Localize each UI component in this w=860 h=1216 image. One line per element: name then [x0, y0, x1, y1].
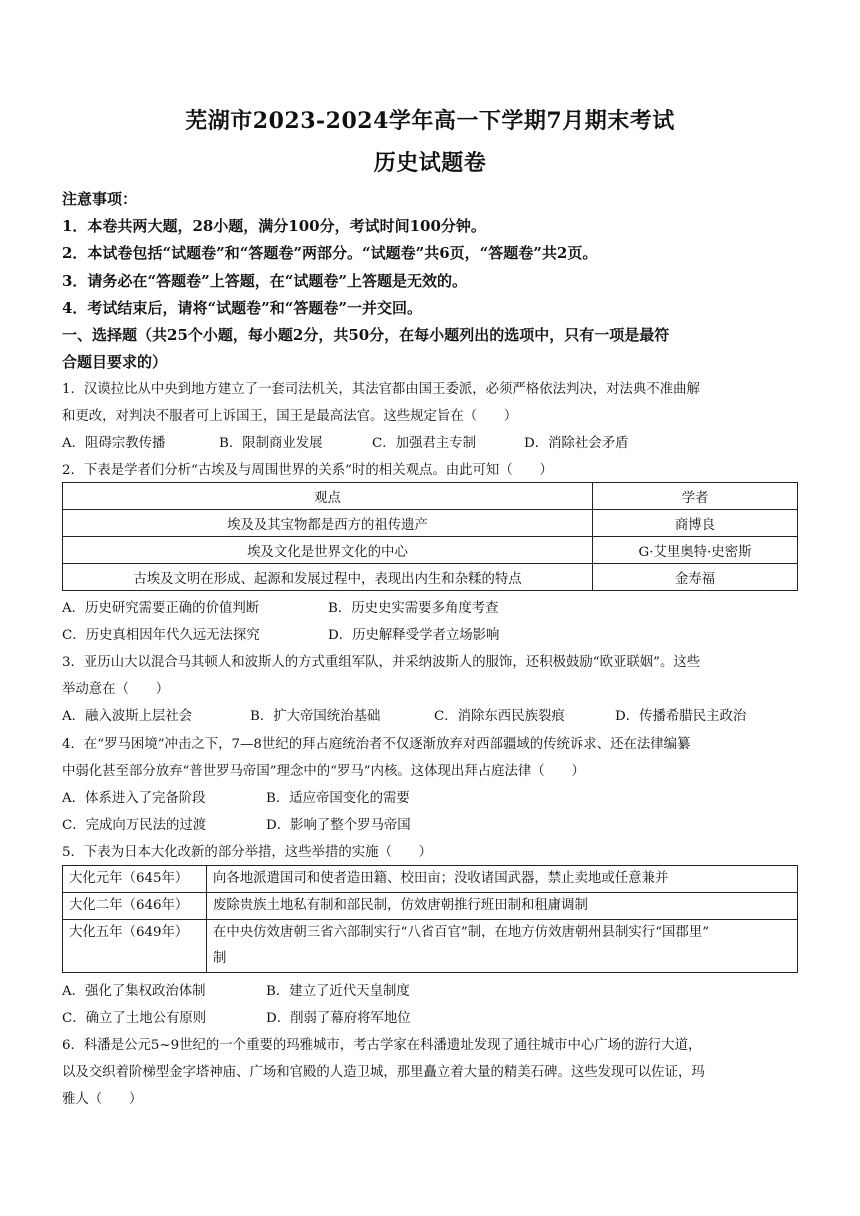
q2-stem: 2．下表是学者们分析“古埃及与周围世界的关系”时的相关观点。由此可知（ ） [62, 463, 553, 478]
notice-item: 3．请务必在“答题卷”上答题，在“试题卷”上答题是无效的。 [62, 272, 467, 290]
table-cell: 大化五年（649年） [63, 920, 207, 973]
notice-item: 4．考试结束后，请将“试题卷”和“答题卷”一并交回。 [62, 299, 422, 317]
q1-option-c: C．加强君主专制 [372, 436, 476, 451]
table-cell: 向各地派遣国司和使者造田籍、校田亩；没收诸国武器，禁止卖地或任意兼并 [207, 866, 798, 893]
q1-stem: 1．汉谟拉比从中央到地方建立了一套司法机关，其法官都由国王委派，必须严格依法判决，对法典不准曲解 [62, 382, 700, 397]
table-cell: 大化二年（646年） [63, 893, 207, 920]
table-cell: G·艾里奥特·史密斯 [593, 537, 798, 564]
q5-option-b: B．建立了近代天皇制度 [266, 984, 410, 999]
table-header-cell: 观点 [63, 483, 593, 510]
table-row [63, 893, 798, 920]
table-cell-line: 制 [213, 951, 227, 966]
table-cell: 商博良 [593, 510, 798, 537]
table-cell [207, 920, 798, 973]
q3-stem: 3．亚历山大以混合马其顿人和波斯人的方式重组军队，并采纳波斯人的服饰，还积极鼓励“欧亚联姻”。这些 [62, 655, 701, 670]
q5-stem: 5．下表为日本大化改新的部分举措，这些举措的实施（ ） [62, 845, 433, 860]
q1-option-b: B．限制商业发展 [219, 436, 323, 451]
q4-option-c: C．完成向万民法的过渡 [62, 818, 207, 833]
q4-option-a: A．体系进入了完备阶段 [62, 791, 206, 806]
q5-option-c: C．确立了土地公有原则 [62, 1011, 207, 1026]
q6-stem: 6．科潘是公元5~9世纪的一个重要的玛雅城市，考古学家在科潘遗址发现了通往城市中心广场的游行大道， [62, 1038, 702, 1053]
q3-stem-cont: 举动意在（ ） [62, 682, 170, 697]
table-row [63, 510, 798, 537]
q2-option-a: A．历史研究需要正确的价值判断 [62, 601, 260, 616]
q2-table [62, 482, 798, 591]
table-cell: 埃及文化是世界文化的中心 [63, 537, 593, 564]
table-row [63, 537, 798, 564]
table-row [63, 866, 798, 893]
q1-option-a: A．阻碍宗教传播 [62, 436, 166, 451]
q4-stem: 4．在“罗马困境”冲击之下，7—8世纪的拜占庭统治者不仅逐渐放弃对西部疆域的传统诉求、还在法律编纂 [62, 737, 691, 752]
q2-option-b: B．历史史实需要多角度考查 [328, 601, 499, 616]
q4-option-d: D．影响了整个罗马帝国 [266, 818, 411, 833]
exam-title: 芜湖市2023-2024学年高一下学期7月期末考试 [185, 108, 675, 134]
q5-option-d: D．削弱了幕府将军地位 [266, 1011, 411, 1026]
q4-option-b: B．适应帝国变化的需要 [266, 791, 410, 806]
section-heading: 一、选择题（共25个小题，每小题2分，共50分，在每小题列出的选项中，只有一项是最符 [62, 326, 670, 344]
q6-stem-cont: 以及交织着阶梯型金字塔神庙、广场和官殿的人造卫城，那里矗立着大量的精美石碑。这些发现可以佐证，玛 [62, 1065, 705, 1080]
notice-heading: 注意事项： [62, 190, 138, 208]
table-header-row [63, 483, 798, 510]
table-row [63, 920, 798, 973]
q5-table [62, 865, 798, 973]
q2-option-c: C．历史真相因年代久远无法探究 [62, 628, 260, 643]
q6-stem-cont: 雅人（ ） [62, 1092, 143, 1107]
table-cell-line: 在中央仿效唐朝三省六部制实行“八省百官”制，在地方仿效唐朝州县制实行“国郡里” [213, 925, 710, 940]
table-cell: 古埃及文明在形成、起源和发展过程中，表现出内生和杂糅的特点 [63, 564, 593, 591]
exam-subtitle: 历史试题卷 [373, 150, 487, 176]
q1-stem-cont: 和更改，对判决不服者可上诉国王，国王是最高法官。这些规定旨在（ ） [62, 409, 518, 424]
q5-option-a: A．强化了集权政治体制 [62, 984, 206, 999]
q3-option-d: D．传播希腊民主政治 [615, 709, 747, 724]
q3-option-b: B．扩大帝国统治基础 [250, 709, 381, 724]
notice-item: 1．本卷共两大题，28小题，满分100分，考试时间100分钟。 [62, 217, 486, 235]
table-cell: 废除贵族土地私有制和部民制，仿效唐朝推行班田制和租庸调制 [207, 893, 798, 920]
table-cell: 埃及及其宝物都是西方的祖传遗产 [63, 510, 593, 537]
q3-option-a: A．融入波斯上层社会 [62, 709, 193, 724]
q4-stem-cont: 中弱化甚至部分放弃“普世罗马帝国”理念中的“罗马”内核。这体现出拜占庭法律（ ） [62, 764, 585, 779]
table-header-cell: 学者 [593, 483, 798, 510]
q2-option-d: D．历史解释受学者立场影响 [328, 628, 500, 643]
section-heading-cont: 合题目要求的） [62, 353, 168, 371]
q1-option-d: D．消除社会矛盾 [524, 436, 629, 451]
table-row [63, 564, 798, 591]
notice-item: 2．本试卷包括“试题卷”和“答题卷”两部分。“试题卷”共6页，“答题卷”共2页。 [62, 244, 598, 262]
table-cell: 金寿福 [593, 564, 798, 591]
q3-option-c: C．消除东西民族裂痕 [434, 709, 565, 724]
table-cell: 大化元年（645年） [63, 866, 207, 893]
